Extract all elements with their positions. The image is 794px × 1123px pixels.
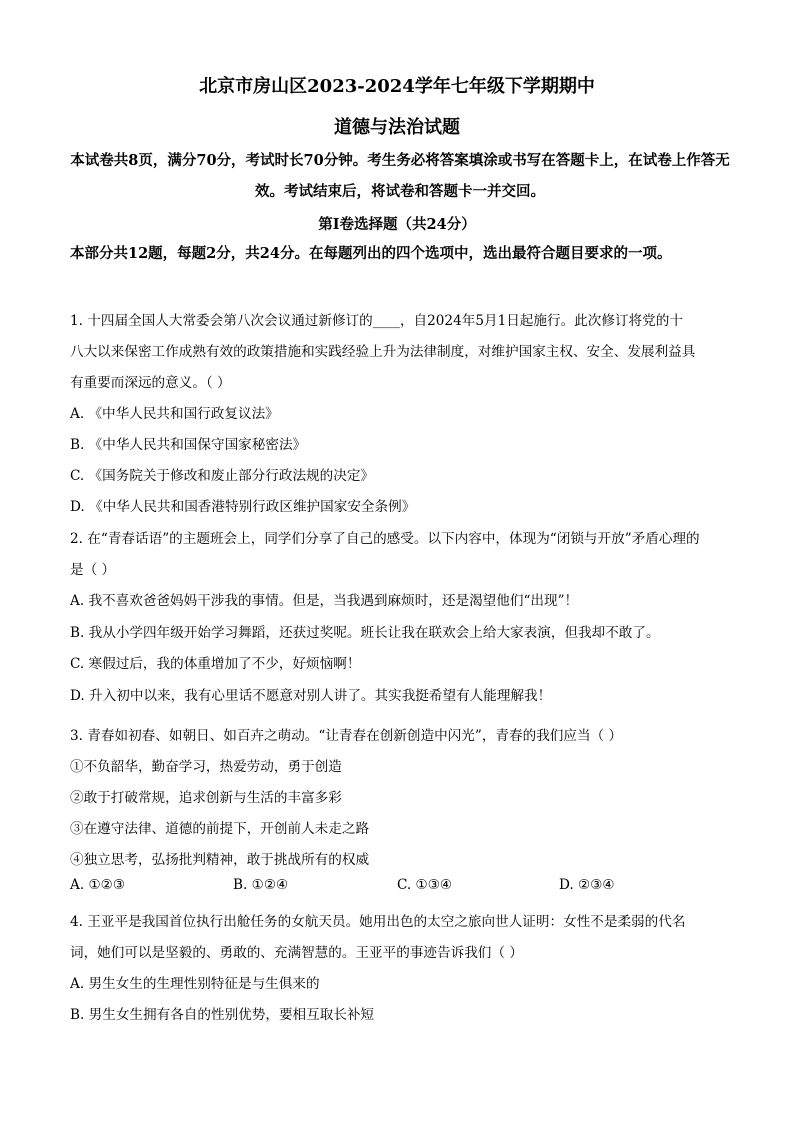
question-1-option-c: C. 《国务院关于修改和废止部分行政法规的决定》 [70, 468, 375, 484]
question-2-option-c: C. 寒假过后，我的体重增加了不少，好烦恼啊！ [70, 656, 361, 672]
question-3-option-d: D. ②③④ [559, 877, 615, 893]
question-3-item-4: ④独立思考，弘扬批判精神，敢于挑战所有的权威 [70, 852, 370, 868]
question-1-stem-line-1: 1. 十四届全国人大常委会第八次会议通过新修订的____，自2024年5月1日起施行。此次修订将党的十 [70, 313, 683, 329]
question-1-stem-line-3: 有重要而深远的意义。（ ） [70, 375, 231, 391]
question-4-stem-line-1: 4. 王亚平是我国首位执行出舱任务的女航天员。她用出色的太空之旅向世人证明：女性不是柔弱的代名 [70, 914, 686, 930]
question-1-option-b: B. 《中华人民共和国保守国家秘密法》 [70, 437, 307, 453]
question-3-option-c: C. ①③④ [397, 877, 453, 893]
question-3-option-b: B. ①②④ [233, 877, 289, 893]
question-2-option-b: B. 我从小学四年级开始学习舞蹈，还获过奖呢。班长让我在联欢会上给大家表演，但我却不敢了。 [70, 625, 660, 641]
question-3-option-a: A. ①②③ [70, 877, 126, 893]
question-2-option-d: D. 升入初中以来，我有心里话不愿意对别人讲了。其实我挺希望有人能理解我！ [70, 688, 552, 704]
question-2-stem-line-2: 是（ ） [70, 562, 116, 578]
question-1-option-d: D. 《中华人民共和国香港特别行政区维护国家安全条例》 [70, 499, 416, 515]
question-3-item-2: ②敢于打破常规，追求创新与生活的丰富多彩 [70, 790, 342, 806]
question-2-stem-line-1: 2. 在“青春话语”的主题班会上，同学们分享了自己的感受。以下内容中，体现为“闭锁与开放”矛盾心理的 [70, 531, 700, 547]
question-4-stem-line-2: 词，她们可以是坚毅的、勇敢的、充满智慧的。王亚平的事迹告诉我们（ ） [70, 945, 523, 961]
question-4-option-b: B. 男生女生拥有各自的性别优势，要相互取长补短 [70, 1007, 375, 1023]
part-instructions: 本部分共12题，每题2分，共24分。在每题列出的四个选项中，选出最符合题目要求的一项。 [70, 245, 672, 262]
question-2-option-a: A. 我不喜欢爸爸妈妈干涉我的事情。但是，当我遇到麻烦时，还是渴望他们“出现”！ [70, 593, 579, 609]
exam-subject: 道德与法治试题 [334, 117, 460, 138]
question-3-item-1: ①不负韶华，勤奋学习，热爱劳动，勇于创造 [70, 759, 342, 775]
question-4-option-a: A. 男生女生的生理性别特征是与生俱来的 [70, 976, 320, 992]
exam-notice: 本试卷共8页，满分70分，考试时长70分钟。考生务必将答案填涂或书写在答题卡上，在试卷上作答无效。考试结束后，将试卷和答题卡一并交回。 [70, 152, 730, 200]
exam-title: 北京市房山区2023-2024学年七年级下学期期中 [199, 76, 595, 97]
question-3-item-3: ③在遵守法律、道德的前提下，开创前人未走之路 [70, 821, 370, 837]
question-3-stem-line-1: 3. 青春如初春、如朝日、如百卉之萌动。“让青春在创新创造中闪光”，青春的我们应当（ ） [70, 728, 623, 744]
question-1-stem-line-2: 八大以来保密工作成熟有效的政策措施和实践经验上升为法律制度，对维护国家主权、安全、发展利益具 [70, 344, 696, 360]
question-1-option-a: A. 《中华人民共和国行政复议法》 [70, 406, 279, 422]
section-title: 第Ⅰ卷选择题（共24分） [318, 216, 476, 233]
question-3-options [70, 877, 726, 897]
